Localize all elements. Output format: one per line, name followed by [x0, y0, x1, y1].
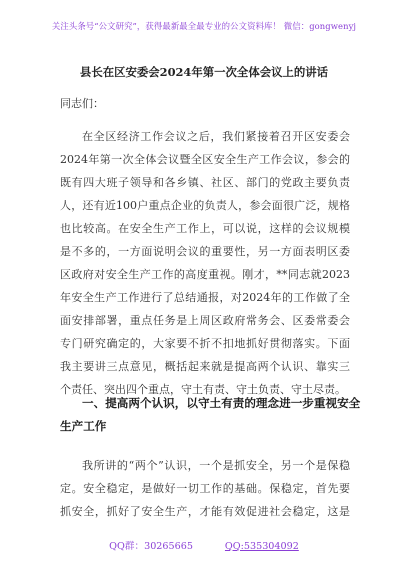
- paragraph-1: [60, 125, 350, 401]
- paragraph-line: 定。安全稳定，是做好一切工作的基础。保稳定，首先要: [60, 482, 350, 495]
- paragraph-line: 面安排部署，重点任务是上周区政府常务会、区委常委会: [60, 314, 350, 327]
- paragraph-line: 年安全生产工作进行了总结通报，对2024年的工作做了全: [60, 291, 350, 304]
- salutation: 同志们：: [60, 97, 104, 110]
- document-title: 县长在区安委会2024年第一次全体会议上的讲话: [79, 65, 329, 79]
- paragraph-line: 个责任、突出四个重点，守土有责、守土负责、守土尽责。: [60, 383, 346, 396]
- paragraph-line: 抓安全，抓好了安全生产，才能有效促进社会稳定，这是: [60, 505, 350, 518]
- paragraph-line: 在全区经济工作会议之后，我们紧接着召开区安委会: [82, 130, 350, 143]
- paragraph-line: 专门研究确定的，大家要不折不扣地抓好贯彻落实。下面: [60, 337, 350, 350]
- qq-contact-link[interactable]: QQ:535304092: [224, 541, 299, 552]
- section-heading: [60, 392, 361, 438]
- paragraph-line: 区政府对安全生产工作的高度重视。刚才，**同志就2023: [60, 268, 350, 281]
- paragraph-line: 既有四大班子领导和各乡镇、社区、部门的党政主要负责: [60, 176, 350, 189]
- paragraph-line: 我所讲的“两个”认识，一个是抓安全，另一个是保稳: [82, 459, 350, 472]
- promo-banner: 关注头条号“公文研究”，获得最新最全最专业的公文资料库！ 微信：gongwenyj: [51, 21, 357, 31]
- section-heading-line: 生产工作: [60, 419, 107, 433]
- paragraph-line: 2024年第一次全体会议暨全区安全生产工作会议，参会的: [60, 153, 350, 166]
- paragraph-line: 我主要讲三点意见，概括起来就是提高两个认识、靠实三: [60, 360, 350, 373]
- paragraph-2: [60, 454, 350, 523]
- paragraph-line: 是不多的，一方面说明会议的重要性，另一方面表明区委: [60, 245, 350, 258]
- footer-contacts: [0, 538, 408, 552]
- paragraph-line: 也比较高。在安全生产工作上，可以说，这样的会议规模: [60, 222, 350, 235]
- paragraph-line: 人，还有近100户重点企业的负责人，参会面很广泛，规格: [60, 199, 350, 212]
- section-heading-line: 一、提高两个认识，以守土有责的理念进一步重视安全: [82, 396, 361, 410]
- qq-group-number: QQ群：30265665: [109, 541, 193, 552]
